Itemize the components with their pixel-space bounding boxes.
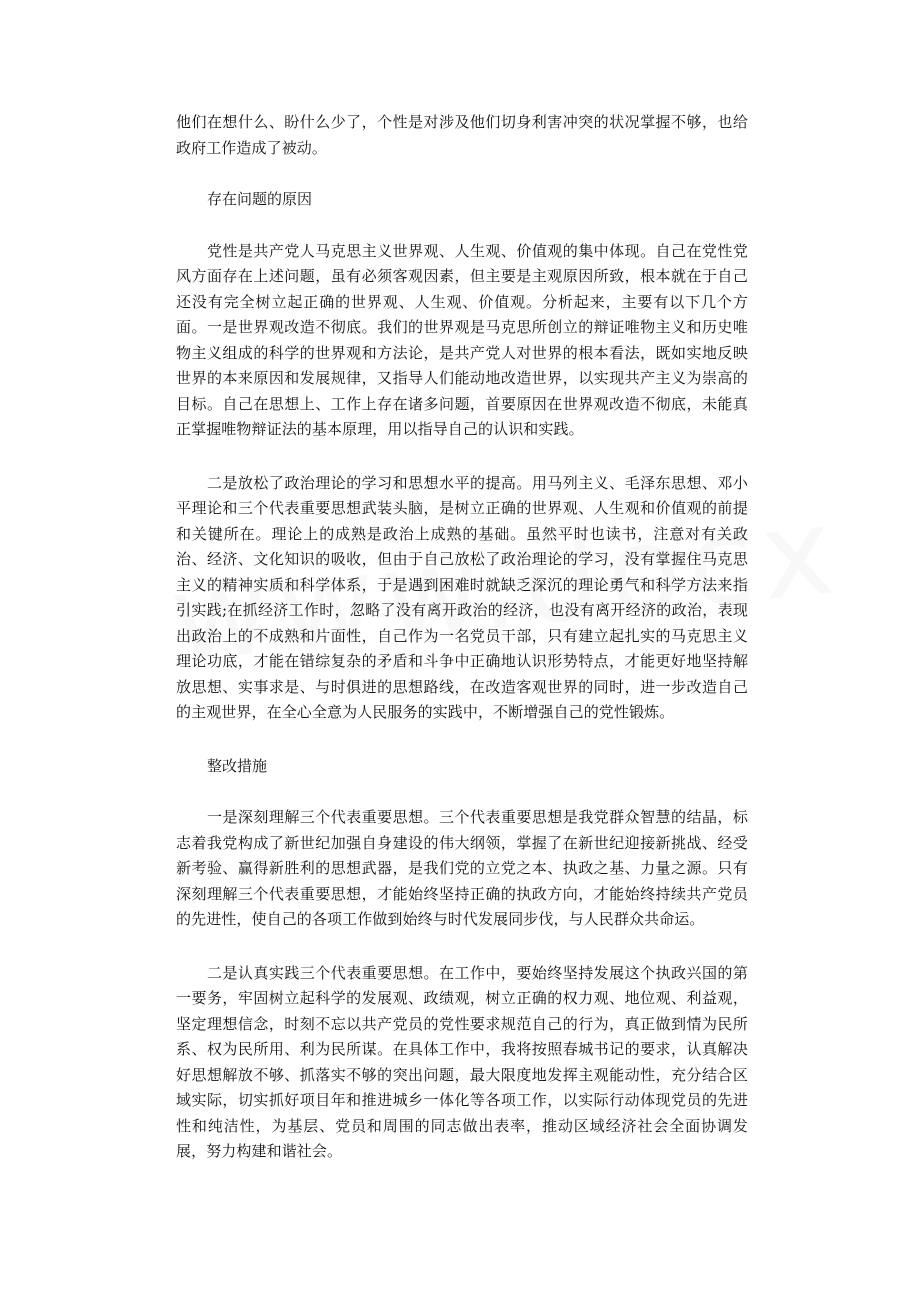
paragraph-party-spirit: 党性是共产党人马克思主义世界观、人生观、价值观的集中体现。自己在党性党风方面存在上述问题，虽有必须客观因素，但主要是主观原因所致，根本就在于自己还没有完全树立起正确的世界观、人生观、价值观。分析起来，主要有以下几个方面。一是世界观改造不彻底。我们的世界观是马克思所创立的辩证唯物主义和历史唯物主义组成的科学的世界观和方法论，是共产党人对世界的根本看法，既如实地反映世界的本来原因和发展规律，又指导人们能动地改造世界，以实现共产主义为崇高的目标。自己在思想上、工作上存在诸多问题，首要原因在世界观改造不彻底，未能真正掌握唯物辩证法的基本原理，用以指导自己的认识和实践。 [176,241,748,438]
section-heading-measures: 整改措施 [207,756,268,775]
paragraph-political-theory: 二是放松了政治理论的学习和思想水平的提高。用马列主义、毛泽东思想、邓小平理论和三个代表重要思想武装头脑，是树立正确的世界观、人生观和价值观的前提和关键所在。理论上的成熟是政治上成熟的基础。虽然平时也读书，注意对有关政治、经济、文化知识的吸收，但由于自己放松了政治理论的学习，没有掌握住马克思主义的精神实质和科学体系，于是遇到困难时就缺乏深沉的理论勇气和科学方法来指引实践;在抓经济工作时，忽略了没有离开政治的经济，也没有离开经济的政治，表现出政治上的不成熟和片面性，自己作为一名党员干部，只有建立起扎实的马克思主义理论功底，才能在错综复杂的矛盾和斗争中正确地认识形势特点，才能更好地坚持解放思想、实事求是、与时俱进的思想路线，在改造客观世界的同时，进一步改造自己的主观世界，在全心全意为人民服务的实践中，不断增强自己的党性锻炼。 [176,473,748,721]
section-heading-causes: 存在问题的原因 [207,190,313,208]
paragraph-understand-three-represents: 一是深刻理解三个代表重要思想。三个代表重要思想是我党群众智慧的结晶，标志着我党构成了新世纪加强自身建设的伟大纲领，掌握了在新世纪迎接新挑战、经受新考验、赢得新胜利的思想武器，是我们党的立党之本、执政之基、力量之源。只有深刻理解三个代表重要思想，才能始终坚持正确的执政方向，才能始终持续共产党员的先进性，使自己的各项工作做到始终与时代发展同步伐，与人民群众共命运。 [176,808,748,928]
paragraph-continuation: 他们在想什么、盼什么少了，个性是对涉及他们切身利害冲突的状况掌握不够，也给政府工作造成了被动。 [176,113,748,157]
document-page [176,110,748,1193]
paragraph-practice-three-represents: 二是认真实践三个代表重要思想。在工作中，要始终坚持发展这个执政兴国的第一要务，牢固树立起科学的发展观、政绩观，树立正确的权力观、地位观、利益观，坚定理想信念，时刻不忘以共产党员的党性要求规范自己的行为，真正做到情为民所系、权为民所用、利为民所谋。在具体工作中，我将按照春城书记的要求，认真解决好思想解放不够、抓落实不够的突出问题，最大限度地发挥主观能动性，充分结合区域实际，切实抓好项目年和推进城乡一体化等各项工作，以实际行动体现党员的先进性和纯洁性，为基层、党员和周围的同志做出表率，推动区域经济社会全面协调发展，努力构建和谐社会。 [176,963,748,1160]
